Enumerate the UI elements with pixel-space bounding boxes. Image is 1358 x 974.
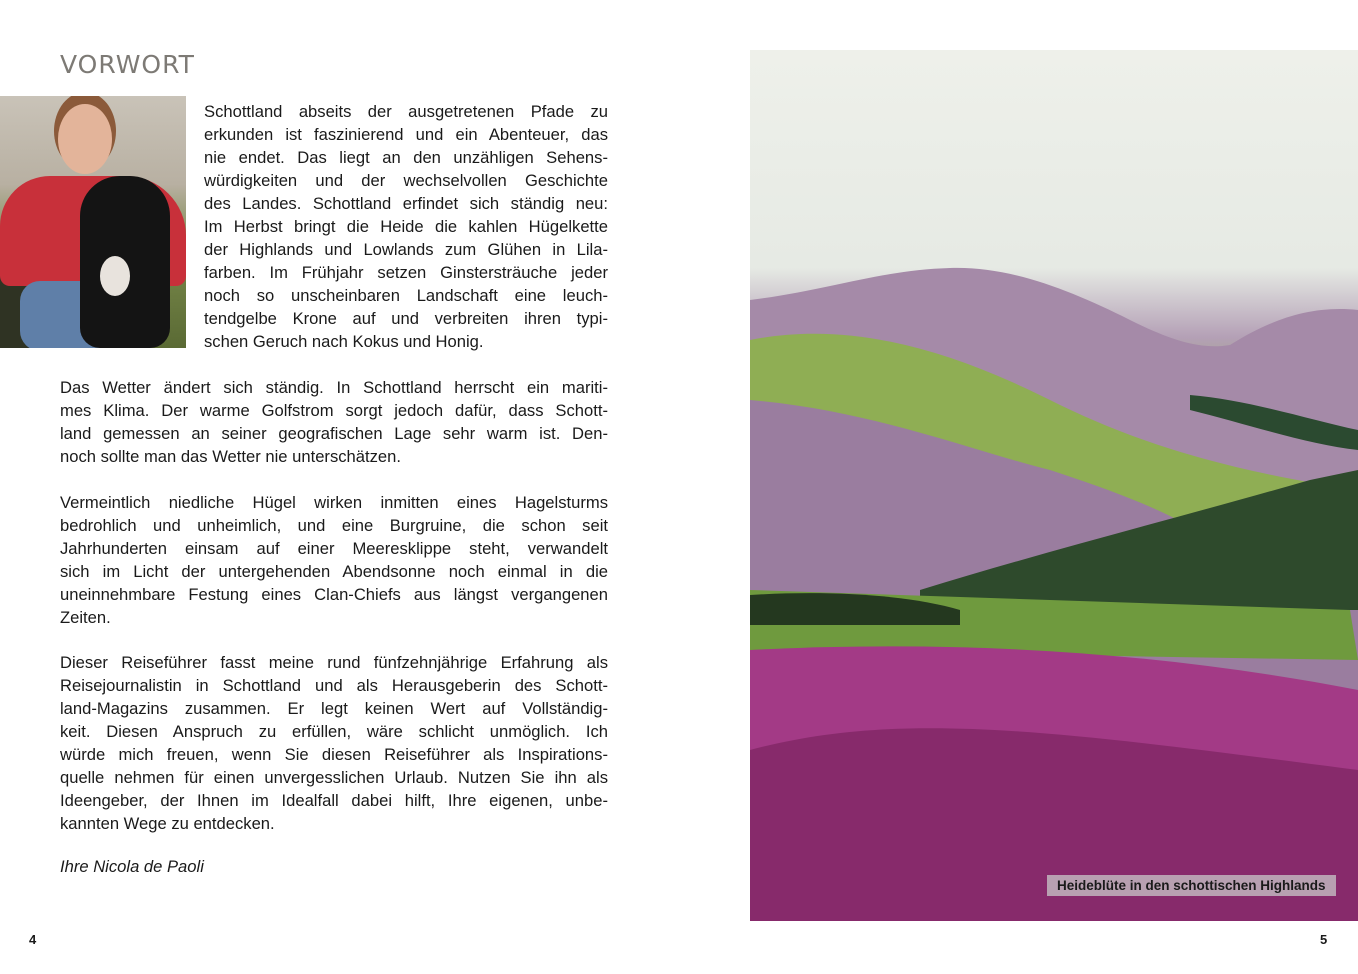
text-line: Reisejournalistin in Schottland und als Herausgeberin des Schott-: [60, 676, 608, 695]
text-line: der Highlands und Lowlands zum Glühen in Lila-: [204, 240, 608, 259]
text-line: tendgelbe Krone auf und verbreiten ihren typi-: [204, 309, 608, 328]
text-line: land-Magazins zusammen. Er legt keinen Wert auf Vollständig-: [60, 699, 608, 718]
chapter-title: VORWORT: [60, 50, 195, 79]
text-line: bedrohlich und unheimlich, und eine Burgruine, die schon seit: [60, 516, 608, 535]
text-line: mes Klima. Der warme Golfstrom sorgt jedoch dafür, dass Schott-: [60, 401, 608, 420]
text-line: kannten Wege zu entdecken.: [60, 814, 275, 833]
text-line: Im Herbst bringt die Heide die kahlen Hügelkette: [204, 217, 608, 236]
text-line: Zeiten.: [60, 608, 111, 627]
text-line: uneinnehmbare Festung eines Clan-Chiefs aus längst vergangenen: [60, 585, 608, 604]
text-line: land gemessen an seiner geografischen Lage sehr warm ist. Den-: [60, 424, 608, 443]
text-line: würde mich freuen, wenn Sie diesen Reiseführer als Inspirations-: [60, 745, 608, 764]
text-line: schen Geruch nach Kokus und Honig.: [204, 332, 484, 351]
text-line: quelle nehmen für einen unvergesslichen Urlaub. Nutzen Sie ihn als: [60, 768, 608, 787]
text-line: erkunden ist faszinierend und ein Abenteuer, das: [204, 125, 608, 144]
text-line: Das Wetter ändert sich ständig. In Schottland herrscht ein mariti-: [60, 378, 608, 397]
text-line: sich im Licht der untergehenden Abendsonne noch einmal in die: [60, 562, 608, 581]
text-line: Jahrhunderten einsam auf einer Meeresklippe steht, verwandelt: [60, 539, 608, 558]
page-number-left: 4: [29, 932, 37, 947]
text-line: nie endet. Das liegt an den unzähligen Sehens-: [204, 148, 608, 167]
text-line: des Landes. Schottland erfindet sich ständig neu:: [204, 194, 608, 213]
paragraph: [60, 651, 608, 835]
text-line: würdigkeiten und der wechselvollen Geschichte: [204, 171, 608, 190]
text-line: Schottland abseits der ausgetretenen Pfade zu: [204, 102, 608, 121]
text-line: farben. Im Frühjahr setzen Ginstersträuche jeder: [204, 263, 608, 282]
text-line: noch sollte man das Wetter nie unterschätzen.: [60, 447, 401, 466]
paragraph: [204, 100, 608, 353]
paragraph: [60, 376, 608, 468]
text-line: keit. Diesen Anspruch zu erfüllen, wäre schlicht unmöglich. Ich: [60, 722, 608, 741]
page-number-right: 5: [1320, 932, 1328, 947]
paragraph: [60, 491, 608, 629]
text-line: noch so unscheinbaren Landschaft eine leuch-: [204, 286, 608, 305]
text-line: Vermeintlich niedliche Hügel wirken inmitten eines Hagelsturms: [60, 493, 608, 512]
text-line: Dieser Reiseführer fasst meine rund fünfzehnjährige Erfahrung als: [60, 653, 608, 672]
author-photo: [0, 96, 186, 348]
signature: Ihre Nicola de Paoli: [60, 857, 204, 876]
text-line: Ideengeber, der Ihnen im Idealfall dabei hilft, Ihre eigenen, unbe-: [60, 791, 608, 810]
landscape-photo: [750, 50, 1358, 921]
photo-caption: Heideblüte in den schottischen Highlands: [1047, 875, 1336, 896]
